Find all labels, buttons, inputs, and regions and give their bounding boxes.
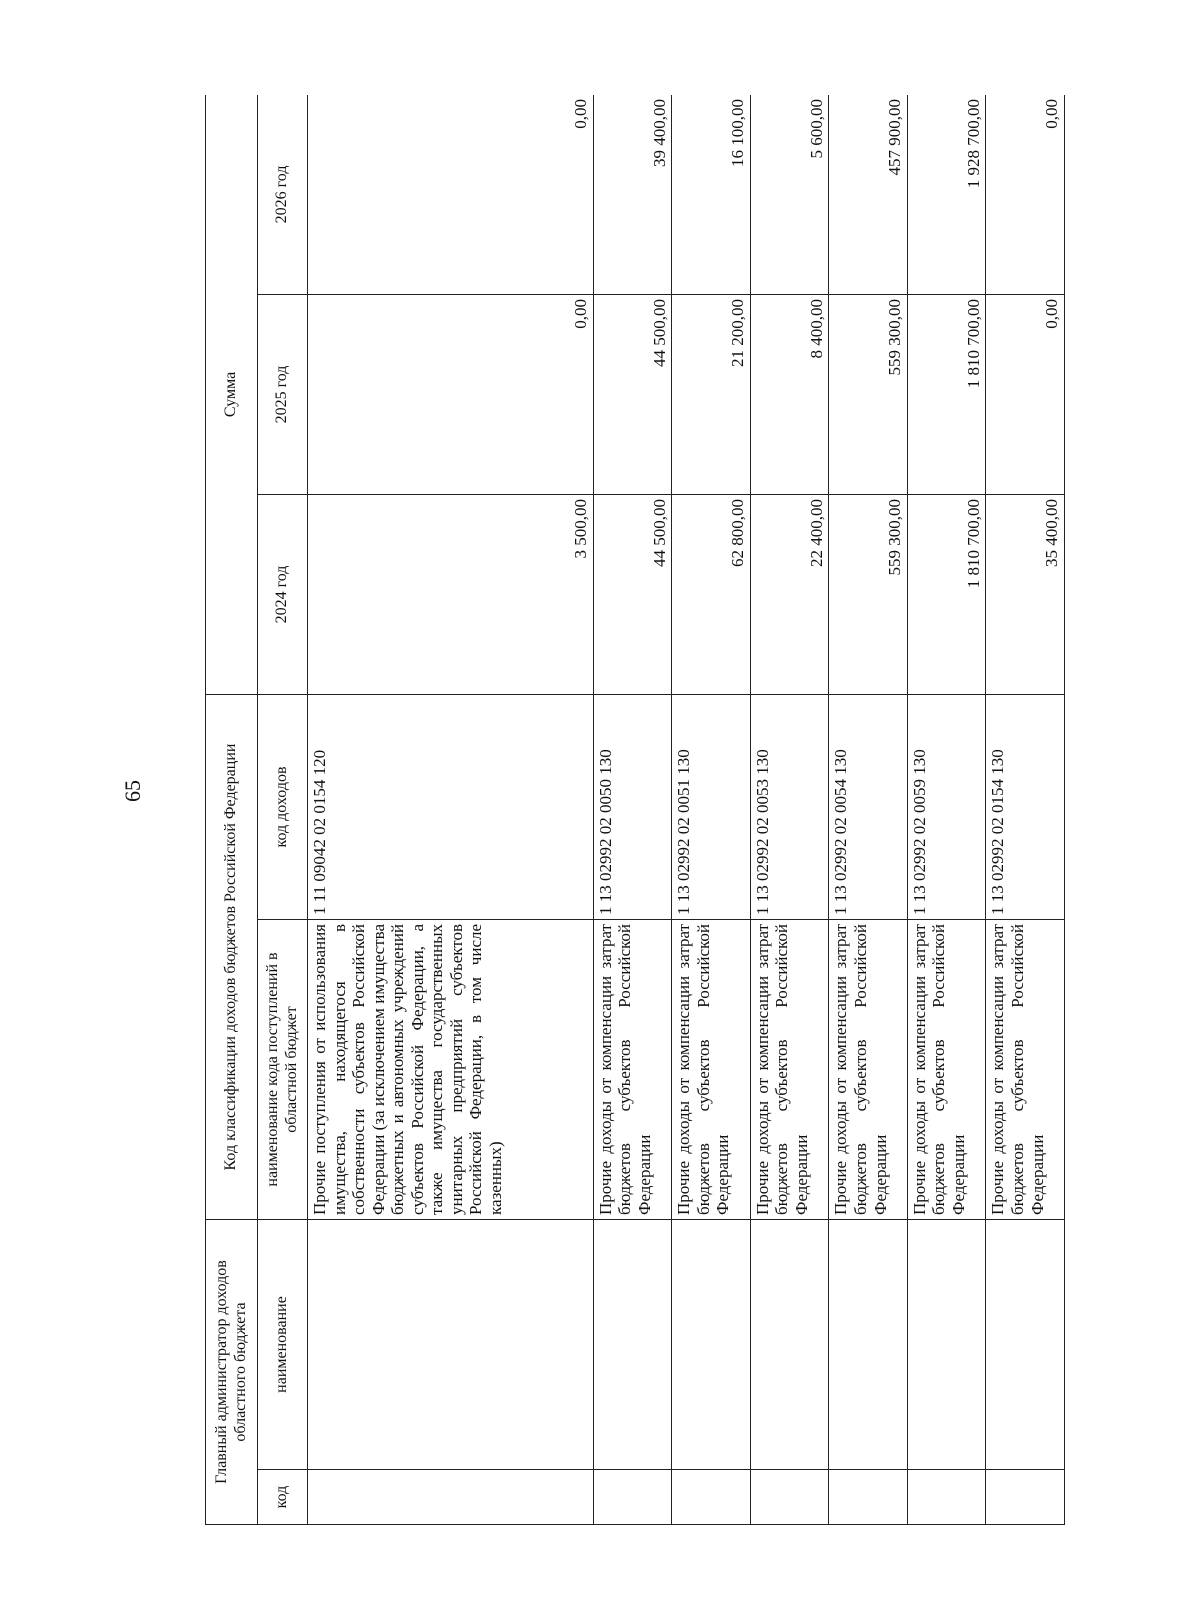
cell-amount-2025: 21 200,00 [672,294,751,494]
cell-admin-name [986,1219,1065,1469]
cell-amount-2026: 39 400,00 [593,95,672,294]
header-admin-group: Главный администратор доходов областного бюджета [206,1219,258,1524]
cell-amount-2024: 1 810 700,00 [907,494,986,694]
cell-amount-2025: 44 500,00 [593,294,672,494]
cell-income-code: 1 13 02992 02 0053 130 [750,694,829,919]
header-row-top [206,95,258,1525]
rotated-table-area [205,95,1065,1525]
table-row [907,95,986,1525]
table-row [672,95,751,1525]
cell-admin-name [750,1219,829,1469]
cell-amount-2025: 559 300,00 [829,294,908,494]
header-income-name: наименование кода поступлений в областной бюджет [258,919,308,1219]
cell-income-name: Прочие доходы от компенсации затрат бюджетов субъектов Российской Федерации [907,919,986,1219]
table-row [750,95,829,1525]
cell-admin-code [907,1470,986,1525]
cell-amount-2024: 22 400,00 [750,494,829,694]
page-number: 65 [120,780,145,802]
cell-amount-2024: 3 500,00 [308,494,594,694]
cell-income-name: Прочие доходы от компенсации затрат бюджетов субъектов Российской Федерации [986,919,1065,1219]
cell-admin-name [672,1219,751,1469]
cell-admin-name [308,1219,594,1469]
cell-amount-2024: 62 800,00 [672,494,751,694]
cell-amount-2025: 0,00 [308,294,594,494]
cell-amount-2025: 8 400,00 [750,294,829,494]
cell-income-code: 1 13 02992 02 0054 130 [829,694,908,919]
cell-income-code: 1 13 02992 02 0154 130 [986,694,1065,919]
header-2025: 2025 год [258,294,308,494]
cell-admin-code [829,1470,908,1525]
table-row [593,95,672,1525]
cell-admin-name [593,1219,672,1469]
cell-income-code: 1 11 09042 02 0154 120 [308,694,594,919]
header-admin-code: код [258,1470,308,1525]
cell-amount-2024: 559 300,00 [829,494,908,694]
cell-amount-2026: 1 928 700,00 [907,95,986,294]
cell-amount-2026: 5 600,00 [750,95,829,294]
cell-amount-2026: 0,00 [308,95,594,294]
cell-admin-code [593,1470,672,1525]
budget-revenue-table [205,95,1065,1525]
cell-income-name: Прочие доходы от компенсации затрат бюджетов субъектов Российской Федерации [593,919,672,1219]
cell-amount-2026: 0,00 [986,95,1065,294]
header-2024: 2024 год [258,494,308,694]
cell-income-code: 1 13 02992 02 0059 130 [907,694,986,919]
cell-amount-2024: 35 400,00 [986,494,1065,694]
cell-admin-name [907,1219,986,1469]
cell-income-name: Прочие доходы от компенсации затрат бюджетов субъектов Российской Федерации [672,919,751,1219]
table-row [308,95,594,1525]
header-classification-group: Код классификации доходов бюджетов Российской Федерации [206,694,258,1219]
cell-amount-2025: 0,00 [986,294,1065,494]
cell-admin-code [750,1470,829,1525]
header-sum-group: Сумма [206,95,258,694]
cell-amount-2025: 1 810 700,00 [907,294,986,494]
cell-income-code: 1 13 02992 02 0050 130 [593,694,672,919]
table-row [986,95,1065,1525]
cell-admin-code [672,1470,751,1525]
cell-admin-code [986,1470,1065,1525]
cell-admin-code [308,1470,594,1525]
cell-income-name: Прочие поступления от использования имущества, находящегося в собственности субъектов Российской Федерации (за исключением имущества бюджетных и автономных учреждений субъектов Российской Федерации, а также имущества государственных унитарных предприятий субъектов Российской Федерации, в том числе казенных) [308,919,594,1219]
cell-income-name: Прочие доходы от компенсации затрат бюджетов субъектов Российской Федерации [750,919,829,1219]
header-row-bottom [258,95,308,1525]
cell-income-code: 1 13 02992 02 0051 130 [672,694,751,919]
header-admin-name: наименование [258,1219,308,1469]
cell-amount-2026: 457 900,00 [829,95,908,294]
table-wrapper [205,95,1065,1525]
header-2026: 2026 год [258,95,308,294]
cell-amount-2024: 44 500,00 [593,494,672,694]
table-row [829,95,908,1525]
header-income-code: код доходов [258,694,308,919]
cell-admin-name [829,1219,908,1469]
cell-amount-2026: 16 100,00 [672,95,751,294]
cell-income-name: Прочие доходы от компенсации затрат бюджетов субъектов Российской Федерации [829,919,908,1219]
